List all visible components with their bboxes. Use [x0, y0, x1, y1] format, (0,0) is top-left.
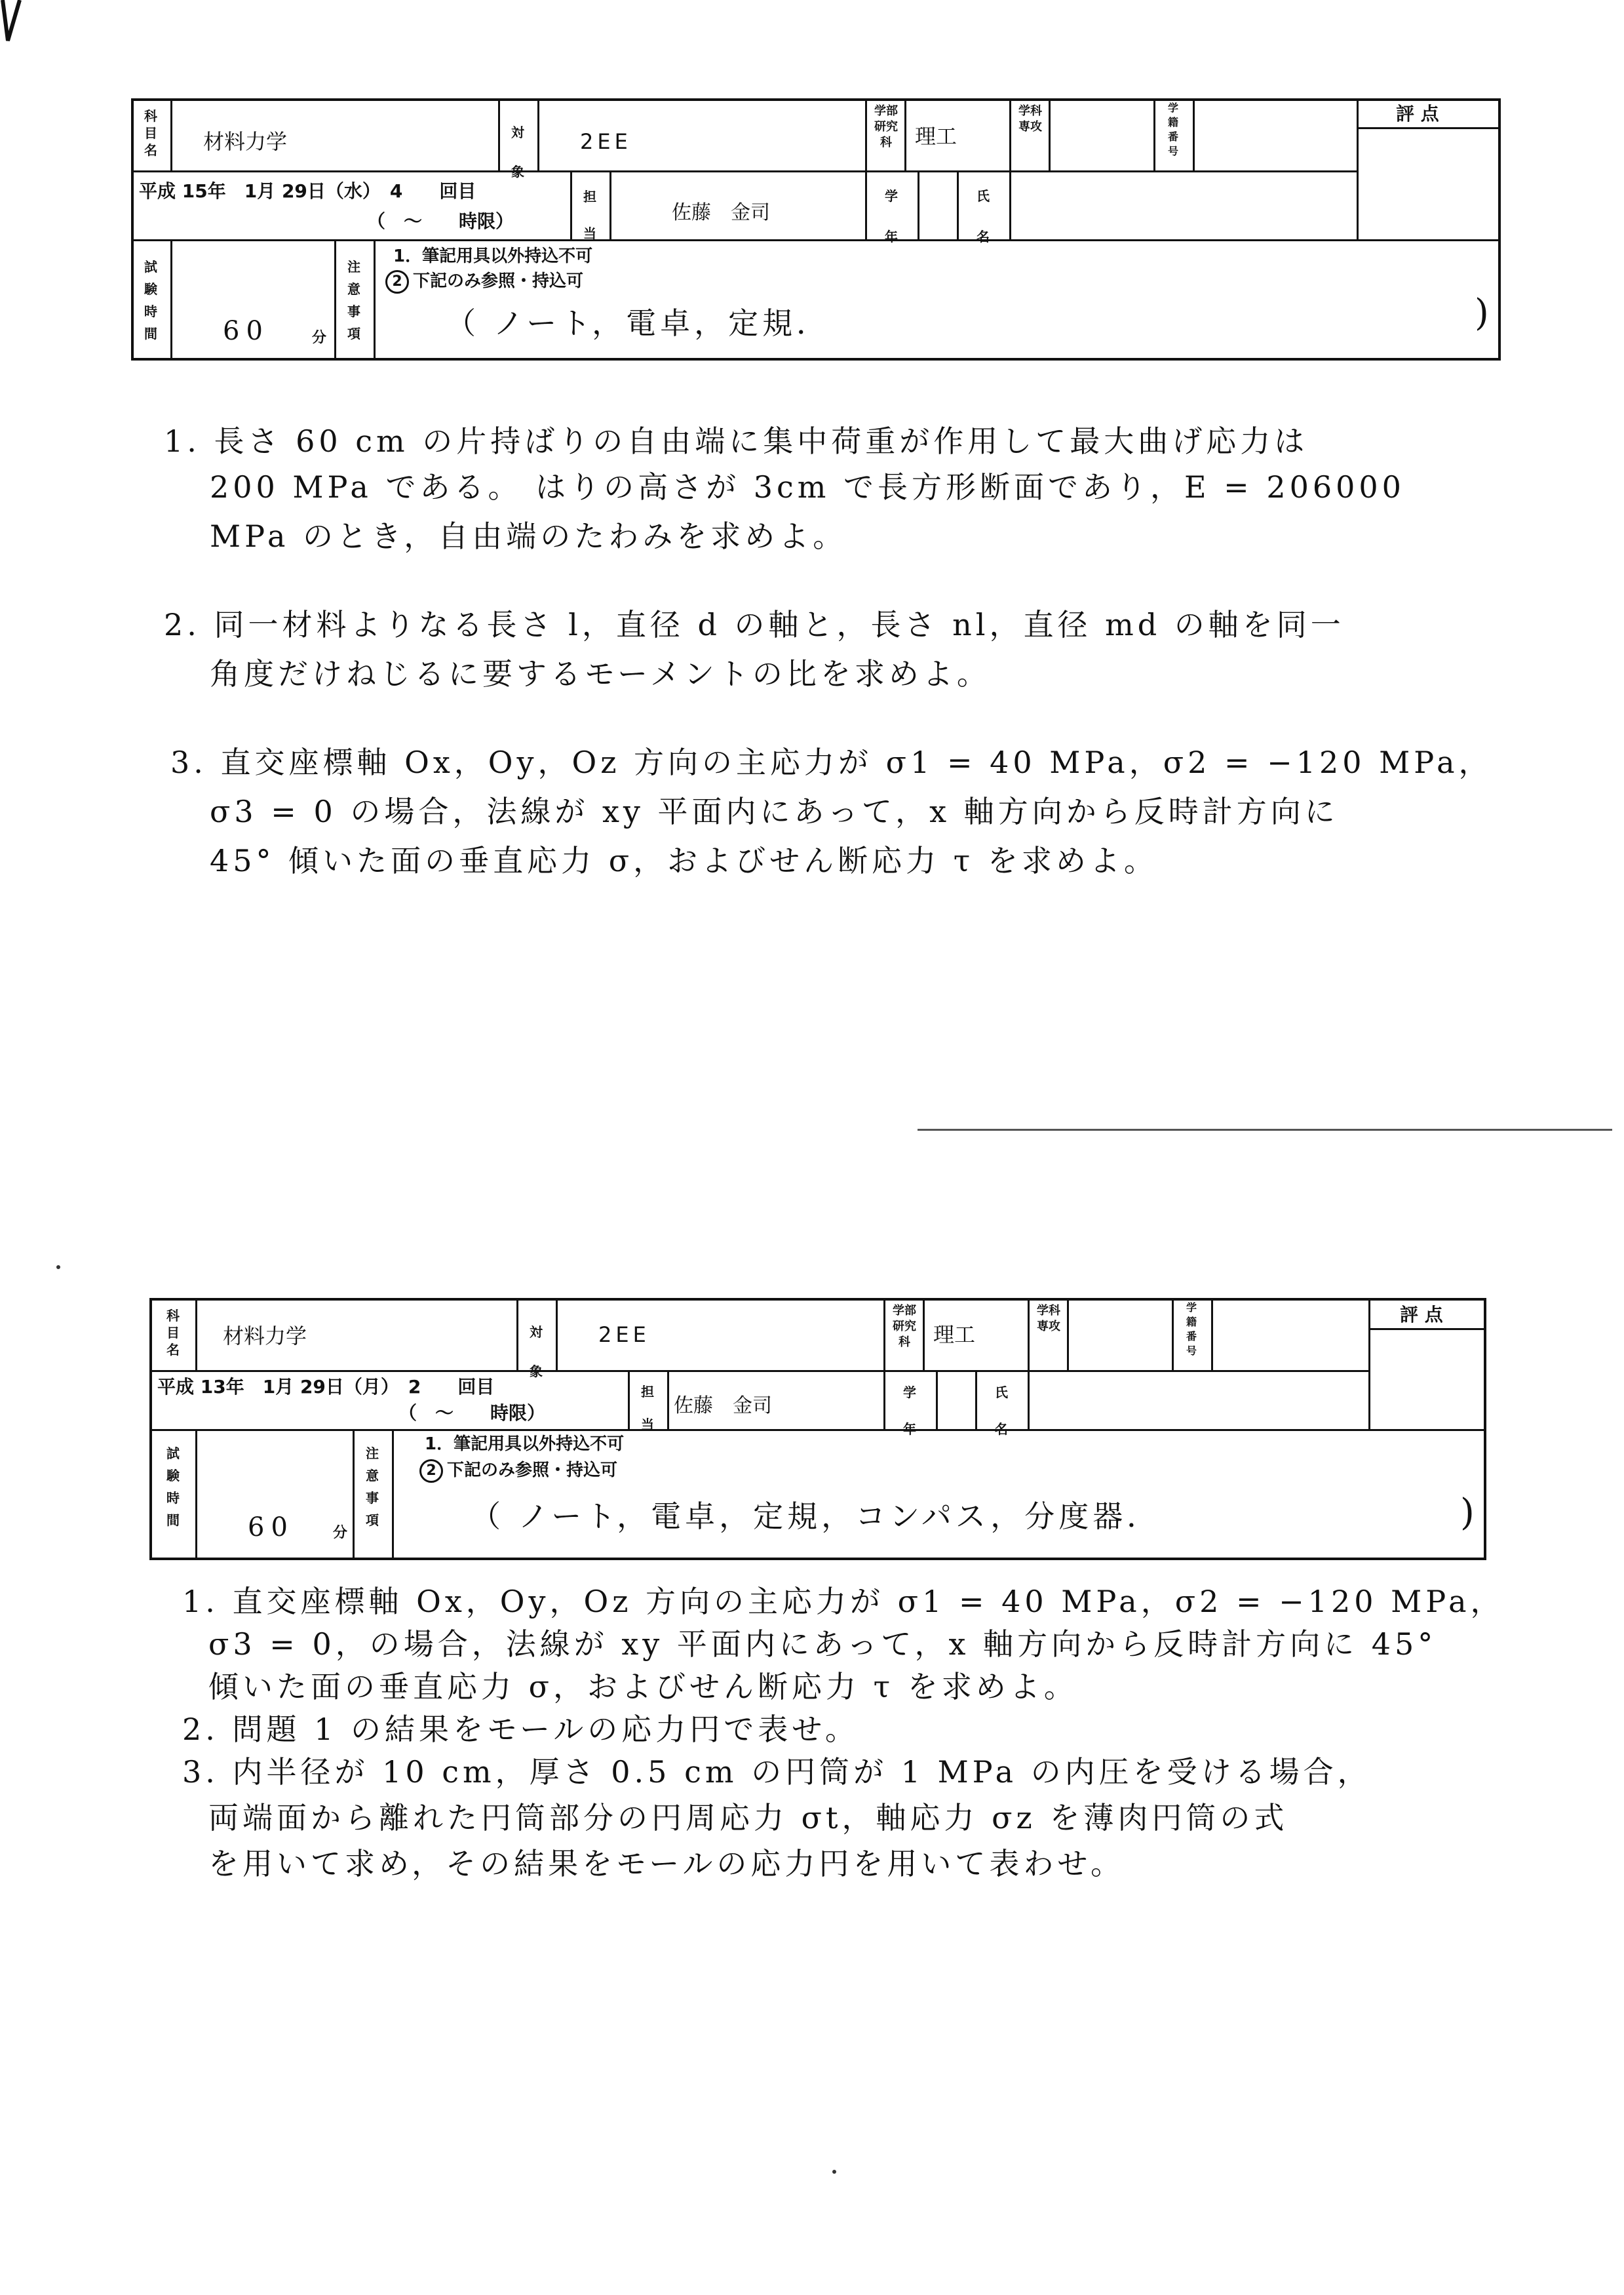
teacher-value: 佐藤 金司	[674, 1394, 772, 1417]
question-1-line-1: 1. 長さ 60 cm の片持ばりの自由端に集中荷重が作用して最大曲げ応力は	[164, 423, 1309, 459]
note-2-circle	[419, 1459, 443, 1483]
faculty-label: 学部研究科	[874, 104, 898, 149]
note-2-mark: 2	[426, 1462, 436, 1479]
score-label: 評 点	[1396, 103, 1439, 125]
name-label: 氏名	[995, 1384, 1008, 1437]
major-label: 学科専攻	[1018, 104, 1042, 134]
major-label: 学科専攻	[1037, 1304, 1060, 1333]
question-2-line-1: 2. 同一材料よりなる長さ l，直径 d の軸と，長さ nl，直径 md の軸を同一	[164, 607, 1345, 642]
name-field[interactable]	[1012, 173, 1357, 239]
student-number-label: 学籍番号	[1167, 102, 1178, 157]
question-1-line-2: σ3 = 0，の場合，法線が xy 平面内にあって，x 軸方向から反時計方向に 45°	[208, 1626, 1437, 1662]
question-3-line-1: 3. 直交座標軸 Ox，Oy，Oz 方向の主応力が σ1 = 40 MPa，σ2 = −120 MPa，	[170, 745, 1493, 780]
page-separator-line	[918, 1129, 1612, 1131]
exam-header-table	[131, 98, 1501, 361]
allowed-close-paren: )	[1475, 292, 1493, 334]
year-label: 学年	[903, 1384, 916, 1437]
question-1-line-1: 1. 直交座標軸 Ox，Oy，Oz 方向の主応力が σ1 = 40 MPa，σ2 = −120 MPa，	[182, 1584, 1505, 1619]
exam-time-label: 試験時間	[144, 259, 157, 342]
allowed-items: （ ノート，電卓，定規．	[446, 305, 831, 341]
exam-date: 平成 15年 1月 29日（水） 4 回目	[139, 180, 476, 202]
note-2: 下記のみ参照・持込可	[447, 1461, 618, 1480]
question-1-line-2: 200 MPa である。 はりの高さが 3cm で長方形断面であり，E = 206000	[210, 469, 1405, 505]
student-number-label: 学籍番号	[1186, 1301, 1197, 1357]
note-2-circle	[385, 270, 409, 294]
question-3-line-1: 3. 内半径が 10 cm，厚さ 0.5 cm の円筒が 1 MPa の内圧を受ける場合，	[182, 1754, 1372, 1790]
question-3-line-2: 両端面から離れた円筒部分の円周応力 σt，軸応力 σz を薄肉円筒の式	[208, 1800, 1288, 1835]
note-2: 下記のみ参照・持込可	[413, 271, 584, 291]
exam-header-table	[149, 1298, 1486, 1560]
note-2-mark: 2	[392, 273, 402, 290]
allowed-items: （ ノート，電卓，定規，コンパス，分度器．	[471, 1499, 1161, 1534]
corner-scan-mark	[0, 0, 26, 46]
score-label: 評 点	[1400, 1304, 1443, 1325]
question-1-line-3: MPa のとき，自由端のたわみを求めよ。	[210, 519, 847, 554]
subject-value: 材料力学	[223, 1324, 307, 1348]
teacher-label: 担当	[641, 1384, 654, 1432]
score-box[interactable]	[1371, 1331, 1484, 1429]
exam-date: 平成 13年 1月 29日（月） 2 回目	[157, 1376, 495, 1398]
exam-time-label: 試験時間	[166, 1445, 180, 1528]
subject-label: 科目名	[144, 108, 157, 158]
target-label: 対象	[530, 1324, 543, 1379]
subject-value: 材料力学	[203, 129, 288, 154]
duration-value: 60	[223, 316, 269, 346]
target-label: 対象	[511, 125, 524, 180]
teacher-value: 佐藤 金司	[672, 201, 770, 224]
exam-period: （ ～ 時限）	[367, 210, 514, 232]
target-value: 2EE	[598, 1322, 650, 1347]
year-label: 学年	[885, 188, 898, 245]
scan-speck	[56, 1265, 60, 1269]
question-1-line-3: 傾いた面の垂直応力 σ，およびせん断応力 τ を求めよ。	[208, 1669, 1078, 1704]
question-2-line-1: 2. 問題 1 の結果をモールの応力円で表せ。	[182, 1712, 859, 1747]
notes-label: 注意事項	[347, 259, 360, 342]
faculty-label: 学部研究科	[893, 1304, 916, 1349]
note-1: 1．筆記用具以外持込不可	[425, 1434, 625, 1454]
question-3-line-3: を用いて求め，その結果をモールの応力円を用いて表わせ。	[208, 1846, 1125, 1881]
score-box[interactable]	[1359, 130, 1498, 239]
question-2-line-2: 角度だけねじるに要するモーメントの比を求めよ。	[210, 656, 991, 692]
question-3-line-3: 45° 傾いた面の垂直応力 σ，およびせん断応力 τ を求めよ。	[210, 843, 1158, 878]
duration-unit: 分	[333, 1525, 348, 1541]
name-field[interactable]	[1030, 1373, 1368, 1429]
notes-label: 注意事項	[366, 1445, 379, 1528]
faculty-value: 理工	[933, 1322, 976, 1347]
allowed-close-paren: )	[1460, 1491, 1479, 1534]
teacher-label: 担当	[583, 189, 596, 241]
subject-label: 科目名	[166, 1308, 180, 1358]
faculty-value: 理工	[915, 124, 957, 149]
duration-unit: 分	[312, 330, 327, 346]
exam-period: （ ～ 時限）	[398, 1402, 546, 1424]
scan-speck	[832, 2170, 836, 2174]
note-1: 1．筆記用具以外持込不可	[393, 246, 593, 266]
duration-value: 60	[248, 1512, 294, 1542]
question-3-line-2: σ3 = 0 の場合，法線が xy 平面内にあって，x 軸方向から反時計方向に	[210, 794, 1339, 829]
name-label: 氏名	[976, 188, 990, 245]
target-value: 2EE	[580, 129, 632, 154]
